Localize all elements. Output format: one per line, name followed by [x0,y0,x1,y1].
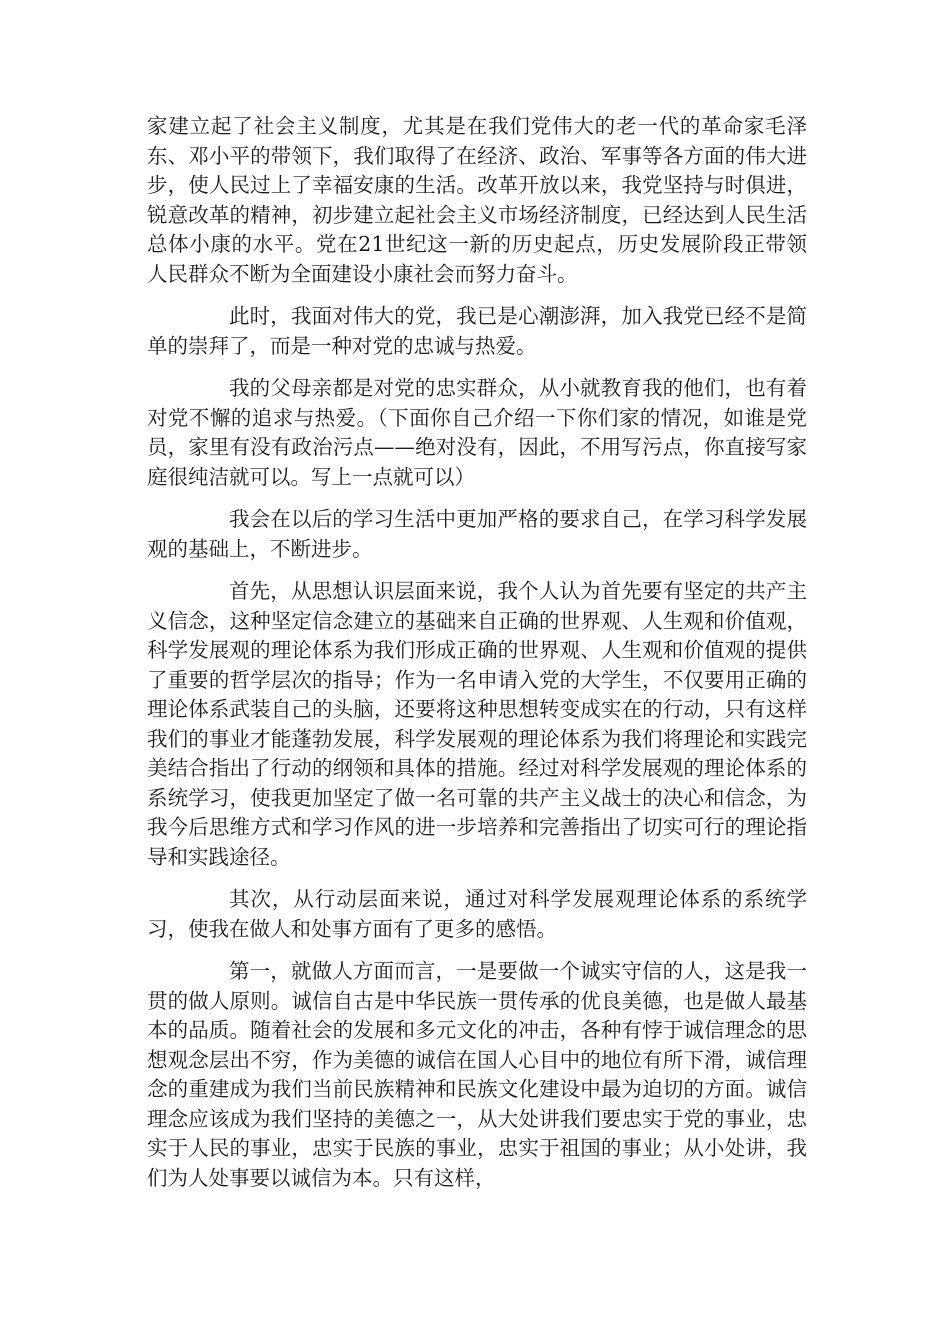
paragraph-5: 首先，从思想认识层面来说，我个人认为首先要有坚定的共产主义信念，这种坚定信念建立的基础来自正确的世界观、人生观和价值观，科学发展观的理论体系为我们形成正确的世界观、人生观和价值观的提供了重要的哲学层次的指导；作为一名申请入党的大学生，不仅要用正确的理论体系武装自己的头脑，还要将这种思想转变成实在的行动，只有这样我们的事业才能蓬勃发展，科学发展观的理论体系为我们将理论和实践完美结合指出了行动的纲领和具体的措施。经过对科学发展观的理论体系的系统学习，使我更加坚定了做一名可靠的共产主义战士的决心和信念，为我今后思维方式和学习作风的进一步培养和完善指出了切实可行的理论指导和实践途径。 [147,579,807,869]
paragraph-7: 第一，就做人方面而言，一是要做一个诚实守信的人，这是我一贯的做人原则。诚信自古是中华民族一贯传承的优良美德，也是做人最基本的品质。随着社会的发展和多元文化的冲击，各种有悖于诚信理念的思想观念层出不穷，作为美德的诚信在国人心目中的地位有所下滑，诚信理念的重建成为我们当前民族精神和民族文化建设中最为迫切的方面。诚信理念应该成为我们坚持的美德之一，从大处讲我们要忠实于党的事业，忠实于人民的事业，忠实于民族的事业，忠实于祖国的事业；从小处讲，我们为人处事要以诚信为本。只有这样， [147,959,807,1190]
paragraph-6: 其次，从行动层面来说，通过对科学发展观理论体系的系统学习，使我在做人和处事方面有了更多的感悟。 [147,887,807,941]
paragraph-1: 家建立起了社会主义制度，尤其是在我们党伟大的老一代的革命家毛泽东、邓小平的带领下，我们取得了在经济、政治、军事等各方面的伟大进步，使人民过上了幸福安康的生活。改革开放以来，我党坚持与时俱进，锐意改革的精神，初步建立起社会主义市场经济制度，已经达到人民生活总体小康的水平。党在21世纪这一新的历史起点，历史发展阶段正带领人民群众不断为全面建设小康社会而努力奋斗。 [147,114,807,286]
paragraph-4: 我会在以后的学习生活中更加严格的要求自己，在学习科学发展观的基础上，不断进步。 [147,507,807,561]
document-body [147,112,807,1206]
paragraph-2: 此时，我面对伟大的党，我已是心潮澎湃，加入我党已经不是简单的崇拜了，而是一种对党的忠诚与热爱。 [147,304,807,358]
paragraph-3: 我的父母亲都是对党的忠实群众，从小就教育我的他们，也有着对党不懈的追求与热爱。（下面你自己介绍一下你们家的情况，如谁是党员，家里有没有政治污点——绝对没有，因此，不用写污点，你直接写家庭很纯洁就可以。写上一点就可以） [147,376,807,489]
